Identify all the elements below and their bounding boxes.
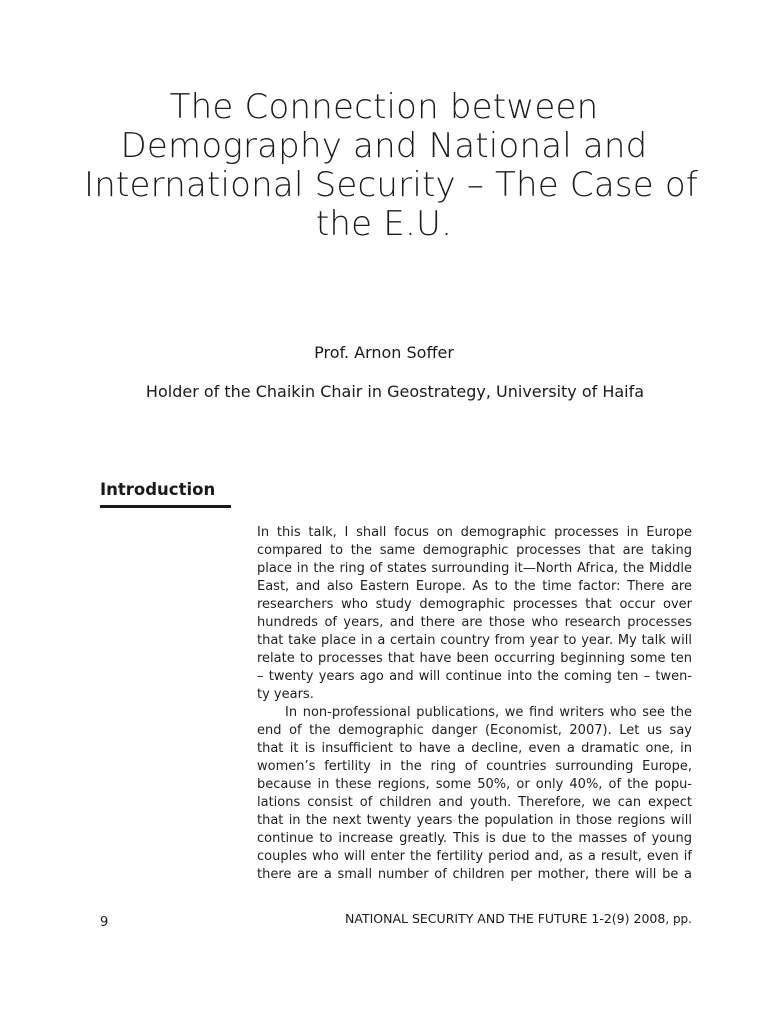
body-line: continue to increase greatly. This is due to the masses of young [257, 831, 692, 846]
body-line: there are a small number of children per mother, there will be a [257, 867, 692, 882]
body-line: couples who will enter the fertility period and, as a result, even if [257, 849, 692, 864]
body-line: that it is insufficient to have a decline, even a dramatic one, in [257, 741, 692, 756]
body-line: women’s fertility in the ring of countries surrounding Europe, [257, 759, 692, 774]
body-line: ty years. [257, 687, 314, 702]
body-line: – twenty years ago and will continue into the coming ten – twen- [257, 669, 692, 684]
title-line: The Connection between [169, 87, 599, 127]
body-line: end of the demographic danger (Economist, 2007). Let us say [257, 723, 692, 738]
body-line: East, and also Eastern Europe. As to the time factor: There are [257, 579, 692, 594]
heading-underline [100, 505, 231, 508]
author-name: Prof. Arnon Soffer [314, 343, 454, 362]
body-line: relate to processes that have been occurring beginning some ten [257, 651, 692, 666]
body-line: In this talk, I shall focus on demographic processes in Europe [257, 525, 692, 540]
page-number: 9 [100, 915, 109, 930]
page-range: , pp. [665, 912, 692, 926]
body-line: researchers who study demographic processes that occur over [257, 597, 692, 612]
body-line: compared to the same demographic processes that are taking [257, 543, 692, 558]
body-line: hundreds of years, and there are those who research processes [257, 615, 692, 630]
body-line: In non-professional publications, we find writers who see the [285, 705, 692, 720]
body-text [257, 524, 692, 884]
title-line: Demography and National and [120, 126, 648, 166]
running-footer [345, 910, 692, 928]
body-line: that take place in a certain country from year to year. My talk will [257, 633, 692, 648]
title-line: the E.U. [315, 204, 453, 244]
title-line: International Security – The Case of [84, 165, 699, 205]
article-title [84, 87, 699, 244]
author-affiliation: Holder of the Chaikin Chair in Geostrategy, University of Haifa [145, 382, 645, 401]
body-line: lations consist of children and youth. Therefore, we can expect [257, 795, 692, 810]
section-heading: Introduction [100, 480, 216, 499]
journal-name: NATIONAL SECURITY AND THE FUTURE 1-2(9) 2008 [345, 911, 666, 926]
body-line: that in the next twenty years the population in those regions will [257, 813, 692, 828]
body-line: place in the ring of states surrounding it—North Africa, the Middle [257, 561, 692, 576]
body-line: because in these regions, some 50%, or only 40%, of the popu- [257, 777, 692, 792]
